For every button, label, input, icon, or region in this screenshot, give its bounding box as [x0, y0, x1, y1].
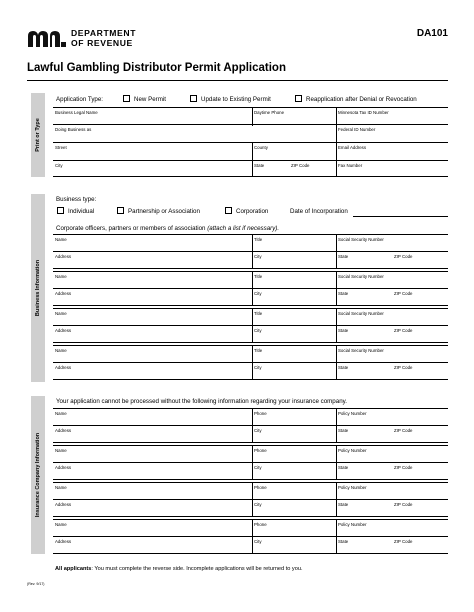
city-field[interactable]: City: [254, 291, 262, 296]
city-field[interactable]: City: [254, 539, 262, 544]
name-field[interactable]: Name: [55, 485, 67, 490]
divider: [252, 426, 253, 443]
divider: [252, 446, 253, 464]
divider: [336, 363, 337, 380]
individual-checkbox[interactable]: [57, 207, 64, 214]
name-field[interactable]: Name: [55, 311, 67, 316]
update-permit-option[interactable]: [190, 95, 271, 103]
zip-field[interactable]: ZIP Code: [394, 254, 413, 259]
phone-field[interactable]: Phone: [254, 411, 267, 416]
divider: [336, 426, 337, 443]
record-name-row: [53, 445, 448, 463]
policy-field[interactable]: Policy Number: [338, 522, 367, 527]
state-field[interactable]: State: [338, 254, 349, 259]
divider: [336, 108, 337, 126]
record-address-row: [53, 463, 448, 480]
record-address-row: [53, 500, 448, 517]
partnership-checkbox[interactable]: [117, 207, 124, 214]
divider: [336, 252, 337, 269]
option-label: New Permit: [134, 96, 166, 103]
option-label: Individual: [68, 208, 95, 215]
zip-field[interactable]: ZIP Code: [394, 502, 413, 507]
state-field[interactable]: State: [338, 428, 349, 433]
record-address-row: [53, 426, 448, 443]
revision-date: (Rev. 9/17): [27, 582, 45, 586]
officers-text: Corporate officers, partners or members of association: [56, 225, 208, 232]
divider: [252, 537, 253, 554]
city-field[interactable]: City: [55, 163, 63, 168]
zip-field[interactable]: ZIP Code: [291, 163, 310, 168]
address-field[interactable]: Address: [55, 365, 72, 370]
city-field[interactable]: City: [254, 328, 262, 333]
city-field[interactable]: City: [254, 428, 262, 433]
divider: [336, 161, 337, 177]
divider: [336, 446, 337, 464]
county-field[interactable]: County: [254, 145, 268, 150]
option-label: Corporation: [236, 208, 269, 215]
divider: [336, 520, 337, 538]
email-field[interactable]: Email Address: [338, 145, 367, 150]
divider: [252, 500, 253, 517]
divider: [252, 235, 253, 253]
divider: [252, 309, 253, 327]
divider: [252, 463, 253, 480]
divider: [252, 346, 253, 364]
side-tab-insurance-company-information: [31, 396, 45, 554]
state-field[interactable]: State: [338, 365, 349, 370]
name-field[interactable]: Name: [55, 522, 67, 527]
zip-field[interactable]: ZIP Code: [394, 428, 413, 433]
divider: [252, 143, 253, 161]
footer-note: [55, 566, 303, 572]
record-address-row: [53, 537, 448, 554]
option-label: Update to Existing Permit: [201, 96, 271, 103]
divider: [336, 463, 337, 480]
divider: [336, 346, 337, 364]
print-or-type-section: [53, 93, 448, 177]
divider: [336, 409, 337, 427]
fax-field[interactable]: Fax Number: [338, 163, 363, 168]
divider: [252, 363, 253, 380]
record-address-row: [53, 363, 448, 380]
ssn-field[interactable]: Social Security Number: [338, 274, 384, 279]
row-street: [53, 143, 448, 161]
record-address-row: [53, 326, 448, 343]
city-field[interactable]: City: [254, 502, 262, 507]
address-field[interactable]: Address: [55, 328, 72, 333]
divider: [336, 143, 337, 161]
record-name-row: [53, 408, 448, 426]
divider: [252, 289, 253, 306]
title-divider: [27, 80, 448, 81]
title-field[interactable]: Title: [254, 348, 263, 353]
divider: [336, 483, 337, 501]
state-field[interactable]: State: [338, 465, 349, 470]
officers-note: (attach a list if necessary).: [207, 225, 280, 232]
divider: [252, 108, 253, 126]
name-field[interactable]: Name: [55, 237, 67, 242]
record-name-row: [53, 482, 448, 500]
form-id: DA101: [416, 28, 448, 39]
side-label: Insurance Company Information: [35, 432, 41, 518]
federal-id-field[interactable]: Federal ID Number: [338, 127, 376, 132]
ssn-field[interactable]: Social Security Number: [338, 237, 384, 242]
city-field[interactable]: City: [254, 365, 262, 370]
state-field[interactable]: State: [338, 328, 349, 333]
row-dba: [53, 125, 448, 143]
city-field[interactable]: City: [254, 254, 262, 259]
divider: [336, 326, 337, 343]
logo-line-2: OF REVENUE: [71, 37, 133, 48]
title-field[interactable]: Title: [254, 237, 263, 242]
zip-field[interactable]: ZIP Code: [394, 539, 413, 544]
city-field[interactable]: City: [254, 465, 262, 470]
new-permit-option[interactable]: [123, 95, 166, 103]
insurance-intro: Your application cannot be processed without the following information regarding your insurance company.: [56, 398, 347, 405]
corporation-option[interactable]: [225, 207, 268, 215]
divider: [336, 272, 337, 290]
zip-field[interactable]: ZIP Code: [394, 291, 413, 296]
mn-logo-icon: [27, 30, 67, 48]
date-of-incorporation-field[interactable]: [353, 216, 448, 217]
address-field[interactable]: Address: [55, 291, 72, 296]
reapplication-option[interactable]: [295, 95, 417, 103]
new-permit-checkbox[interactable]: [123, 95, 130, 102]
policy-field[interactable]: Policy Number: [338, 411, 367, 416]
logo-line-1: DEPARTMENT: [71, 28, 137, 38]
divider: [252, 326, 253, 343]
business-legal-name-field[interactable]: Business Legal Name: [55, 110, 98, 115]
doing-business-as-field[interactable]: Doing Business as: [55, 127, 92, 132]
ssn-field[interactable]: Social Security Number: [338, 311, 384, 316]
divider: [336, 235, 337, 253]
side-label: Print or Type: [35, 118, 41, 152]
state-field[interactable]: State: [338, 502, 349, 507]
divider: [252, 161, 253, 177]
state-field[interactable]: State: [338, 539, 349, 544]
mn-revenue-logo: [27, 29, 136, 48]
date-of-incorporation-label: Date of Incorporation: [290, 208, 348, 215]
row-city: [53, 161, 448, 177]
divider: [336, 537, 337, 554]
partnership-option[interactable]: [117, 207, 200, 215]
divider: [252, 272, 253, 290]
option-label: Reapplication after Denial or Revocation: [306, 96, 417, 103]
street-field[interactable]: Street: [55, 145, 67, 150]
name-field[interactable]: Name: [55, 348, 67, 353]
phone-field[interactable]: Phone: [254, 485, 267, 490]
individual-option[interactable]: [57, 207, 94, 215]
officers-instruction: [56, 225, 279, 232]
address-field[interactable]: Address: [55, 254, 72, 259]
address-field[interactable]: Address: [55, 428, 72, 433]
side-label: Business Information: [35, 259, 41, 317]
address-field[interactable]: Address: [55, 465, 72, 470]
zip-field[interactable]: ZIP Code: [394, 365, 413, 370]
insurance-information-section: [53, 396, 448, 554]
record-address-row: [53, 289, 448, 306]
divider: [252, 409, 253, 427]
divider: [336, 289, 337, 306]
business-type-label: Business type:: [56, 196, 97, 203]
option-label: Partnership or Association: [128, 208, 200, 215]
daytime-phone-field[interactable]: Daytime Phone: [254, 110, 285, 115]
name-field[interactable]: Name: [55, 274, 67, 279]
divider: [252, 252, 253, 269]
divider: [336, 125, 337, 143]
state-field[interactable]: State: [254, 163, 265, 168]
record-name-row: [53, 234, 448, 252]
name-field[interactable]: Name: [55, 411, 67, 416]
update-permit-checkbox[interactable]: [190, 95, 197, 102]
zip-field[interactable]: ZIP Code: [394, 328, 413, 333]
name-field[interactable]: Name: [55, 448, 67, 453]
address-field[interactable]: Address: [55, 502, 72, 507]
side-tab-print-or-type: [31, 93, 45, 177]
divider: [252, 520, 253, 538]
mn-tax-id-field[interactable]: Minnesota Tax ID Number: [338, 110, 389, 115]
reapplication-checkbox[interactable]: [295, 95, 302, 102]
row-legal-name: [53, 107, 448, 125]
policy-field[interactable]: Policy Number: [338, 485, 367, 490]
divider: [336, 500, 337, 517]
record-name-row: [53, 271, 448, 289]
corporation-checkbox[interactable]: [225, 207, 232, 214]
application-type-label: Application Type:: [56, 96, 104, 103]
divider: [252, 483, 253, 501]
record-address-row: [53, 252, 448, 269]
record-name-row: [53, 308, 448, 326]
zip-field[interactable]: ZIP Code: [394, 465, 413, 470]
phone-field[interactable]: Phone: [254, 448, 267, 453]
title-field[interactable]: Title: [254, 311, 263, 316]
policy-field[interactable]: Policy Number: [338, 448, 367, 453]
title-field[interactable]: Title: [254, 274, 263, 279]
business-information-section: [53, 194, 448, 382]
footer-bold: All applicants: [55, 566, 92, 572]
side-tab-business-information: [31, 194, 45, 382]
address-field[interactable]: Address: [55, 539, 72, 544]
ssn-field[interactable]: Social Security Number: [338, 348, 384, 353]
phone-field[interactable]: Phone: [254, 522, 267, 527]
record-name-row: [53, 345, 448, 363]
record-name-row: [53, 519, 448, 537]
footer-text: : You must complete the reverse side. Incomplete applications will be returned to you.: [91, 566, 303, 572]
page-title: Lawful Gambling Distributor Permit Application: [27, 62, 286, 74]
state-field[interactable]: State: [338, 291, 349, 296]
divider: [336, 309, 337, 327]
